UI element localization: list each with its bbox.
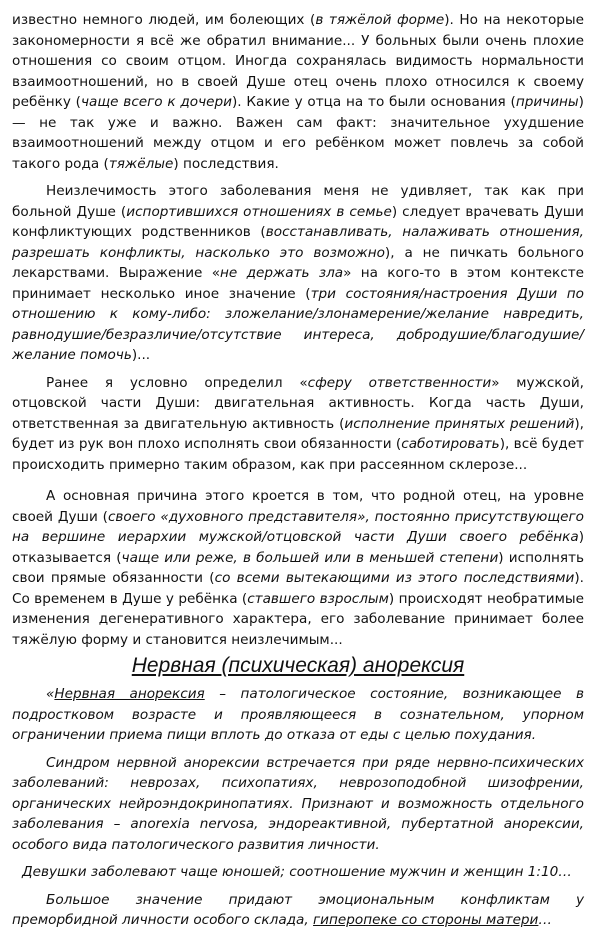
- italic-text: саботировать: [401, 436, 500, 452]
- text-run: » мужской, отцовской части Души: двигательная активность. Когда часть Души, ответственная за двигательную активность (: [12, 374, 584, 432]
- text-run: «: [46, 686, 55, 702]
- text-run: ), будет из рук вон плохо исполнять свои обязанности (: [12, 415, 584, 452]
- italic-text: исполнение принятых решений: [344, 415, 575, 432]
- quote-paragraph: [12, 684, 584, 746]
- text-run: ). Какие у отца на то были основания (: [231, 94, 516, 110]
- italic-text: со всеми вытекающими из этого последствиями: [214, 570, 575, 586]
- text-run: ) следует врачевать Души конфликтующих родственников (: [12, 203, 585, 240]
- italic-text: три состояния/настроения Души по отношению к кому-либо: зложелание/злонамерение/желание навредить, равнодушие/безразличие/отсутствие интереса, добродушие/благодушие/желание помочь: [12, 285, 584, 363]
- paragraph: [12, 486, 584, 650]
- text-run: ) — не так уже и важно. Важен сам факт: значительное ухудшение взаимоотношений между отцом и его ребёнком может повлечь за собой такого рода (: [12, 94, 584, 172]
- text-run: Ранее я условно определил «: [46, 374, 308, 391]
- quote-paragraph: [12, 890, 584, 931]
- text-run: Неизлечимость этого заболевания меня не удивляет, так как при больной Душе (: [12, 183, 584, 220]
- text-run: …: [538, 912, 552, 928]
- italic-text: причины: [515, 94, 579, 110]
- text-run: ), а не пичкать больного лекарствами. Выражение «: [12, 244, 584, 281]
- text-run: )...: [131, 347, 151, 363]
- text-run: ), всё будет происходить примерно таким образом, как при рассеянном склерозе...: [12, 436, 584, 473]
- italic-text: сферу ответственности: [307, 374, 492, 391]
- text-run: А основная причина этого кроется в том, что родной отец, на уровне своей Души (: [12, 488, 584, 525]
- text-run: ) последствия.: [173, 155, 279, 172]
- italic-text: своего «духовного представителя», постоянно присутствующего на вершине иерархии мужской/отцовской части Души своего ребёнка: [12, 508, 584, 545]
- italic-text: ставшего взрослым: [247, 590, 389, 607]
- underlined-term: гиперопеке со стороны матери: [313, 912, 539, 928]
- underlined-term: Нервная анорексия: [54, 686, 205, 702]
- quote-paragraph: [12, 753, 584, 856]
- quoted-passage: [12, 684, 584, 931]
- text-run: ). Со временем в Душе у ребёнка (: [12, 570, 584, 607]
- text-run: » на кого-то в этом контексте принимает несколько иное значение (: [12, 265, 584, 302]
- paragraph: [12, 10, 584, 174]
- section-heading: Нервная (психическая) анорексия: [131, 654, 465, 677]
- paragraph: [12, 181, 584, 366]
- text-run: ) исполнять свои прямые обязанности (: [12, 549, 585, 586]
- italic-text: чаще всего к дочери: [80, 94, 232, 110]
- italic-text: в тяжёлой форме: [315, 12, 445, 28]
- italic-text: испортившихся отношениях в семье: [126, 203, 392, 220]
- italic-text: чаще или реже, в большей или в меньшей степени: [121, 549, 499, 566]
- text-run: Девушки заболевают чаще юношей; соотношение мужчин и женщин 1:10…: [22, 864, 572, 880]
- italic-text: восстанавливать, налаживать отношения, разрешать конфликты, насколько это возможно: [12, 224, 584, 261]
- text-run: известно немного людей, им болеющих (: [12, 12, 316, 28]
- text-run: ) происходят необратимые изменения дегенеративного характера, его заболевание принимает более тяжёлую форму и становится неизлечимым...: [12, 590, 584, 648]
- text-run: Синдром нервной анорексии встречается при ряде нервно-психических заболеваний: неврозах, психопатиях, неврозоподобной шизофрении, органических нейроэндокринопатиях. Признают и возможность отдельного заболевания – anorexia nervosa, эндореактивной, пубертатной анорексии, особого вида патологического развития личности.: [12, 754, 584, 853]
- text-run: – патологическое состояние, возникающее в подростковом возрасте и проявляющееся в сознательном, упорном ограничении приема пищи вплоть до отказа от еды с целью похудания.: [12, 686, 584, 743]
- text-run: ) отказывается (: [12, 529, 584, 566]
- body-text: [12, 10, 584, 650]
- quote-paragraph: [12, 862, 584, 883]
- text-run: Большое значение придают эмоциональным конфликтам у преморбидной личности особого склада,: [12, 891, 584, 928]
- paragraph: [12, 373, 584, 476]
- text-run: ). Но на некоторые закономерности я всё же обратил внимание... У больных были очень плохие отношения со своим отцом. Иногда сохранялась видимость нормальности взаимоотношений, но в своей Душе отец очень плохо относился к своему ребёнку (: [12, 12, 584, 110]
- italic-text: тяжёлые: [108, 155, 174, 172]
- italic-text: не держать зла: [220, 265, 344, 281]
